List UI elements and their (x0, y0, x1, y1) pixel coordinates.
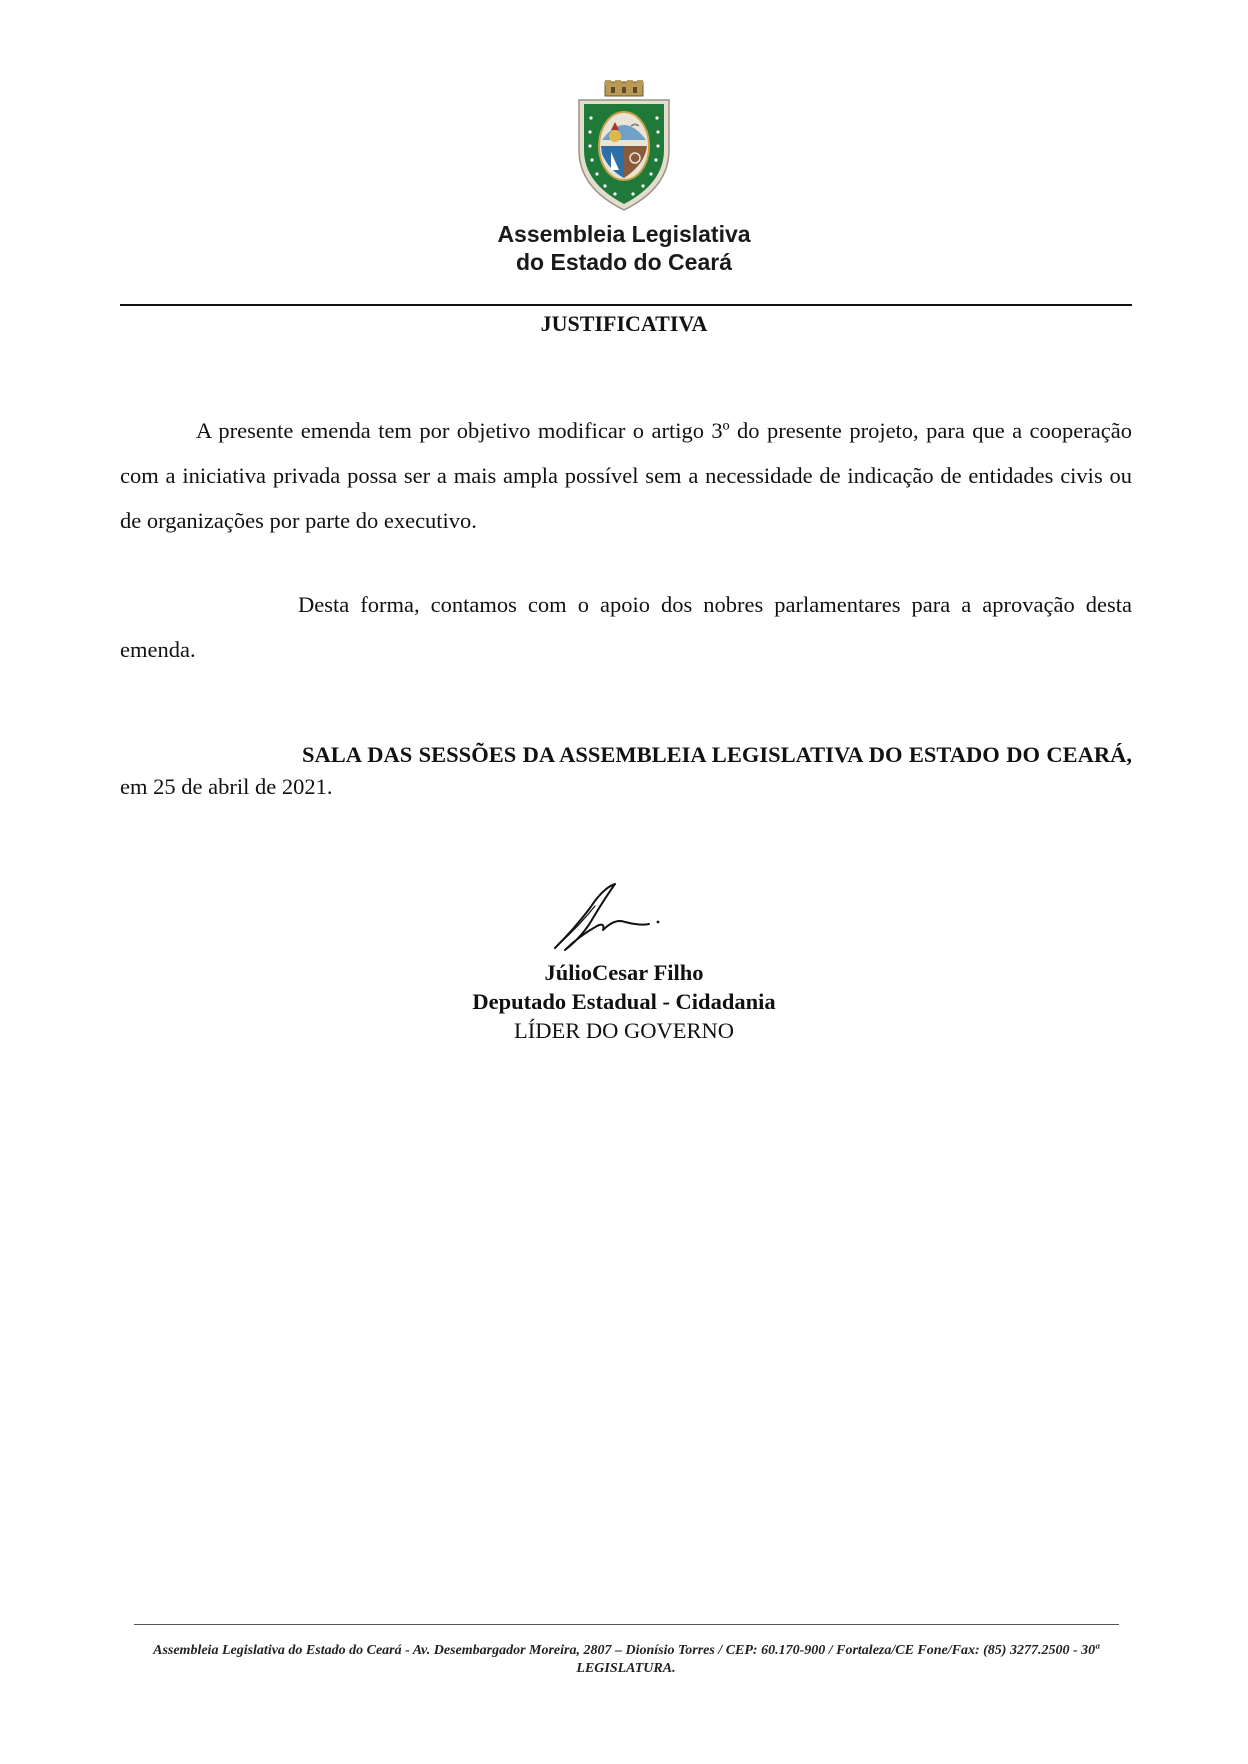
organization-name-line1: Assembleia Legislativa (497, 221, 751, 247)
organization-name (0, 220, 1248, 276)
document-title: JUSTIFICATIVA (540, 311, 708, 336)
organization-name-line2: do Estado do Ceará (516, 249, 732, 275)
footer-divider (134, 1624, 1119, 1625)
signer-position: LÍDER DO GOVERNO (514, 1018, 734, 1043)
signer-role: Deputado Estadual - Cidadania (472, 989, 776, 1014)
closing-date: em 25 de abril de 2021. (120, 774, 333, 799)
justification-paragraph-2: Desta forma, contamos com o apoio dos nobres parlamentares para a aprovação desta emenda. (120, 592, 1132, 662)
signature-block (0, 958, 1248, 1045)
footer-address: Assembleia Legislativa do Estado do Ceará - Av. Desembargador Moreira, 2807 – Dionísio Torres / CEP: 60.170-900 / Fortaleza/CE Fone/Fax: (85) 3277.2500 - 30ª LEGISLATURA. (153, 1643, 1099, 1676)
justification-paragraph-1: A presente emenda tem por objetivo modificar o artigo 3º do presente projeto, para que a cooperação com a iniciativa privada possa ser a mais ampla possível sem a necessidade de indicação de entidades civis ou de organizações por parte do executivo. (120, 418, 1132, 533)
header-divider (120, 304, 1132, 306)
closing-statement (120, 739, 1132, 803)
closing-location: SALA DAS SESSÕES DA ASSEMBLEIA LEGISLATIVA DO ESTADO DO CEARÁ, (302, 742, 1132, 767)
signer-name: JúlioCesar Filho (544, 960, 704, 985)
handwritten-signature (545, 878, 675, 954)
coat-of-arms-emblem (575, 80, 673, 212)
